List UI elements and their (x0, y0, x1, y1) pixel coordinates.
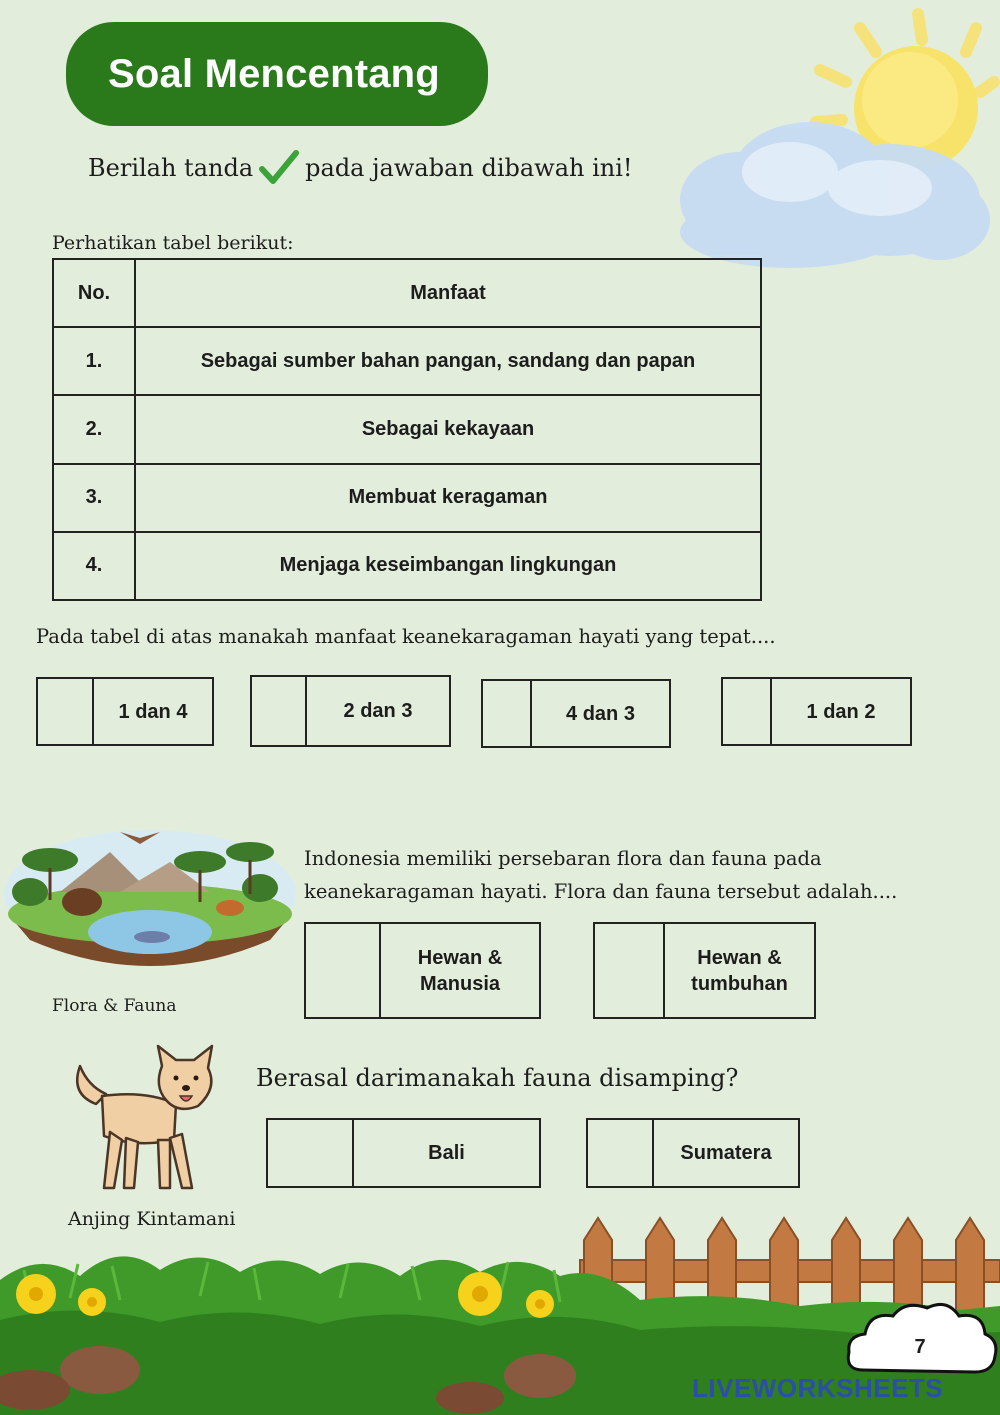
q2-option-1-label (381, 924, 539, 1017)
table-header-manfaat: Manfaat (135, 259, 761, 327)
question-2-line-2: keanekaragaman hayati. Flora dan fauna tersebut adalah.... (304, 880, 898, 903)
table-cell-manfaat: Sebagai kekayaan (135, 395, 761, 463)
q1-option-3-label: 4 dan 3 (566, 702, 635, 725)
q1-option-4-label: 1 dan 2 (806, 700, 876, 723)
q1-option-2 (250, 675, 451, 747)
table-intro: Perhatikan tabel berikut: (52, 232, 294, 254)
question-2-text (304, 842, 897, 908)
q1-option-1 (36, 677, 214, 746)
q1-option-2-checkbox[interactable] (252, 677, 307, 745)
q2-option-1-line-1: Hewan & (417, 946, 503, 969)
table-cell-no: 2. (53, 395, 135, 463)
table-cell-manfaat: Membuat keragaman (135, 464, 761, 532)
question-3-text: Berasal darimanakah fauna disamping? (256, 1064, 739, 1092)
question-1-text: Pada tabel di atas manakah manfaat keanekaragaman hayati yang tepat.... (36, 625, 776, 648)
table-row (53, 464, 761, 532)
instruction (88, 150, 633, 186)
q1-option-1-label: 1 dan 4 (118, 700, 188, 723)
benefit-table (52, 258, 762, 601)
table-row (53, 532, 761, 600)
q1-option-2-label: 2 dan 3 (343, 700, 413, 722)
q2-option-2-line-2: tumbuhan (691, 972, 788, 995)
q1-option-4-checkbox[interactable] (723, 679, 772, 744)
table-cell-manfaat: Sebagai sumber bahan pangan, sandang dan papan (135, 327, 761, 395)
q2-option-2-label (665, 924, 814, 1017)
table-row (53, 327, 761, 395)
q3-option-2 (586, 1118, 800, 1188)
q2-option-2-checkbox[interactable] (595, 924, 665, 1017)
table-row (53, 395, 761, 463)
q2-option-1 (304, 922, 541, 1019)
table-cell-no: 3. (53, 464, 135, 532)
sun-cloud-illustration (640, 0, 1000, 280)
checkmark-icon (259, 150, 299, 186)
table-cell-no: 1. (53, 327, 135, 395)
flora-fauna-illustration (0, 822, 300, 977)
liveworksheets-watermark: LIVEWORKSHEETS (692, 1373, 944, 1403)
q3-option-1-checkbox[interactable] (268, 1120, 354, 1186)
q2-option-1-line-2: Manusia (419, 972, 501, 995)
q1-option-3 (481, 679, 671, 748)
page-title-text: Soal Mencentang (108, 51, 440, 96)
table-header-row (53, 259, 761, 327)
q1-option-1-checkbox[interactable] (38, 679, 94, 744)
q2-option-2 (593, 922, 816, 1019)
flora-fauna-caption: Flora & Fauna (52, 996, 177, 1016)
instruction-after: pada jawaban dibawah ini! (305, 154, 633, 182)
page-number: 7 (914, 1336, 926, 1358)
table-cell-no: 4. (53, 532, 135, 600)
table-header-no: No. (53, 259, 135, 327)
table-cell-manfaat: Menjaga keseimbangan lingkungan (135, 532, 761, 600)
q3-option-1 (266, 1118, 541, 1188)
q1-option-4 (721, 677, 912, 746)
q3-option-2-label: Sumatera (680, 1142, 772, 1164)
page-title (66, 22, 488, 126)
question-2-line-1: Indonesia memiliki persebaran flora dan fauna pada (304, 847, 822, 870)
instruction-before: Berilah tanda (88, 154, 254, 182)
dog-caption: Anjing Kintamani (68, 1208, 236, 1230)
dog-illustration (66, 1044, 226, 1194)
q3-option-2-checkbox[interactable] (588, 1120, 654, 1186)
q2-option-1-checkbox[interactable] (306, 924, 381, 1017)
q1-option-3-checkbox[interactable] (483, 681, 532, 746)
q3-option-1-label: Bali (428, 1142, 465, 1164)
q2-option-2-line-1: Hewan & (697, 946, 782, 969)
